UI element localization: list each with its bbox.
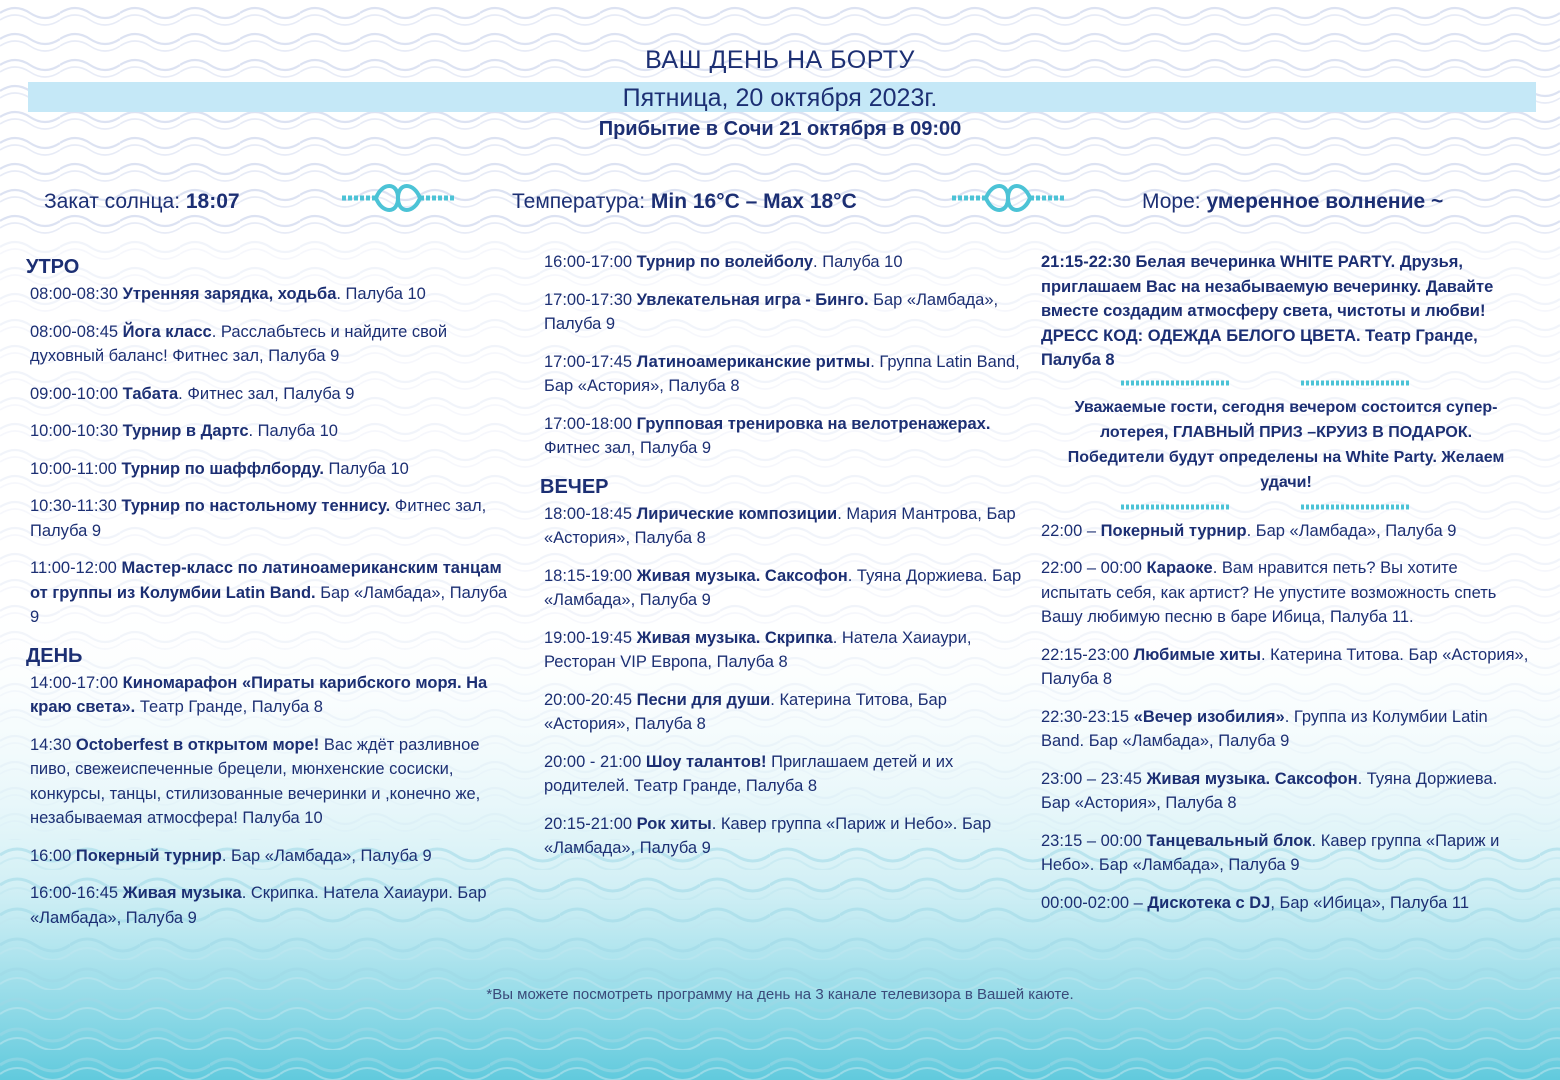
event-details: . Туяна Доржиева. Бар «Астория», Палуба 8 bbox=[1041, 769, 1498, 812]
event-details: . Палуба 10 bbox=[813, 253, 903, 271]
section-heading: ВЕЧЕР bbox=[540, 475, 609, 498]
sea-value: умеренное волнение ~ bbox=[1206, 190, 1444, 213]
event-title: Увлекательная игра - Бинго. bbox=[636, 290, 869, 309]
event-title: Турнир по шаффлборду. bbox=[121, 459, 324, 478]
event-time: 08:00-08:45 bbox=[30, 322, 123, 341]
event-title: Табата bbox=[122, 384, 179, 403]
event-details: . Бар «Ламбада», Палуба 9 bbox=[221, 846, 432, 865]
schedule-event bbox=[30, 320, 520, 369]
event-details: . Палуба 10 bbox=[336, 285, 426, 303]
event-title: Любимые хиты bbox=[1133, 645, 1262, 664]
event-time: 16:00-17:00 bbox=[544, 253, 637, 271]
schedule-event bbox=[544, 250, 1024, 275]
footnote: *Вы можете посмотреть программу на день на 3 канале телевизора в Вашей каюте. bbox=[486, 986, 1074, 1003]
event-time: 11:00-12:00 bbox=[30, 559, 122, 577]
event-details: , Бар «Ибица», Палуба 11 bbox=[1270, 893, 1470, 912]
event-title: Живая музыка. Саксофон bbox=[1146, 769, 1358, 788]
schedule-event bbox=[544, 812, 1024, 861]
schedule-event bbox=[30, 382, 520, 407]
sea-label: Море: bbox=[1142, 190, 1201, 213]
event-time: 10:00-10:30 bbox=[30, 422, 123, 440]
event-details: . Фитнес зал, Палуба 9 bbox=[178, 384, 355, 403]
event-time: 17:00-17:30 bbox=[544, 290, 637, 309]
event-time: 10:30-11:30 bbox=[30, 497, 122, 515]
schedule-event bbox=[544, 350, 1024, 399]
event-title: Групповая тренировка на велотренажерах. bbox=[636, 414, 991, 433]
event-title: Йога класс bbox=[122, 322, 212, 341]
schedule-event bbox=[544, 688, 1024, 737]
schedule-column-3 bbox=[1041, 250, 1531, 928]
event-details: . Вам нравится петь? Вы хотите испытать себя, как артист? Не упустите возможность спеть Вашу любимую песню в баре Ибица, Палуба 11. bbox=[1041, 559, 1497, 626]
event-title: Живая музыка bbox=[122, 884, 242, 902]
event-time: 19:00-19:45 bbox=[544, 628, 637, 647]
event-time: 18:00-18:45 bbox=[544, 504, 637, 523]
event-title: Киномарафон «Пираты карибского моря. На краю света». bbox=[30, 673, 488, 716]
schedule-event bbox=[30, 556, 520, 630]
schedule-event bbox=[30, 494, 520, 543]
schedule-event bbox=[30, 671, 520, 720]
rope-divider bbox=[1041, 503, 1531, 513]
schedule-event bbox=[1041, 643, 1531, 692]
rope-divider-icon bbox=[1301, 379, 1411, 387]
sunset-label: Закат солнца: bbox=[44, 190, 181, 213]
event-title: Турнир в Дартс bbox=[122, 422, 249, 440]
arrival-info: Прибытие в Сочи 21 октября в 09:00 bbox=[598, 118, 962, 140]
schedule-event bbox=[1041, 705, 1531, 754]
event-time: 20:15-21:00 bbox=[544, 814, 637, 833]
event-details: . Бар «Ламбада», Палуба 9 bbox=[1246, 521, 1457, 540]
schedule-event bbox=[1041, 556, 1531, 630]
event-details: . Скрипка. Натела Хаиаури. Бар «Ламбада», Палуба 9 bbox=[30, 884, 487, 927]
event-time: 08:00-08:30 bbox=[30, 285, 123, 303]
event-title: Песни для души bbox=[636, 690, 771, 709]
event-title: «Вечер изобилия» bbox=[1133, 707, 1285, 726]
event-title: Утренняя зарядка, ходьба bbox=[122, 285, 337, 303]
event-title: Мастер-класс по латиноамериканским танцам от группы из Колумбии Latin Band. bbox=[30, 559, 502, 602]
event-time: 17:00-18:00 bbox=[544, 414, 637, 433]
event-details: Бар «Ламбада», Палуба 9 bbox=[30, 583, 508, 626]
temperature-label: Температура: bbox=[512, 190, 646, 213]
white-party-announcement: 21:15-22:30 Белая вечеринка WHITE PARTY. Друзья, приглашаем Вас на незабываемую вечеринку. Давайте вместе создадим атмосферу света, чистоты и любви! ДРЕСС КОД: ОДЕЖДА БЕЛОГО ЦВЕТА. Театр Гранде, Палуба 8 bbox=[1041, 253, 1494, 369]
event-title: Octoberfest в открытом море! bbox=[75, 735, 320, 754]
event-details: Приглашаем детей и их родителей. Театр Гранде, Палуба 8 bbox=[544, 752, 954, 795]
event-time: 22:30-23:15 bbox=[1041, 707, 1134, 726]
event-title: Турнир по настольному теннису. bbox=[121, 497, 391, 515]
schedule-event bbox=[1041, 767, 1531, 816]
schedule-event bbox=[544, 288, 1024, 337]
date-heading: Пятница, 20 октября 2023г. bbox=[622, 84, 938, 112]
event-details: Фитнес зал, Палуба 9 bbox=[30, 497, 487, 540]
event-title: Дискотека с DJ bbox=[1147, 893, 1271, 912]
event-time: 22:00 – 00:00 bbox=[1041, 559, 1147, 577]
event-time: 23:15 – 00:00 bbox=[1041, 831, 1147, 850]
schedule-event bbox=[30, 881, 520, 930]
schedule-event bbox=[30, 733, 520, 831]
event-time: 20:00 - 21:00 bbox=[544, 752, 646, 771]
event-title: Покерный турнир bbox=[1100, 521, 1247, 540]
page-title: ВАШ ДЕНЬ НА БОРТУ bbox=[645, 46, 915, 74]
event-details: Фитнес зал, Палуба 9 bbox=[544, 439, 712, 457]
rope-knot-icon bbox=[342, 178, 454, 218]
event-title: Латиноамериканские ритмы bbox=[636, 352, 871, 371]
event-details: . Кавер группа «Париж и Небо». Бар «Ламбада», Палуба 9 bbox=[544, 814, 992, 857]
schedule-event bbox=[544, 502, 1024, 551]
event-title: Танцевальный блок bbox=[1146, 831, 1312, 850]
schedule-event bbox=[30, 282, 520, 307]
event-details: Вас ждёт разливное пиво, свежеиспеченные брецели, мюнхенские сосиски, конкурсы, танцы, стилизованные вечеринки и ,конечно же, незабываемая атмосфера! Палуба 10 bbox=[30, 735, 481, 827]
event-time: 18:15-19:00 bbox=[544, 566, 637, 585]
event-time: 14:00-17:00 bbox=[30, 673, 123, 692]
schedule-event bbox=[544, 412, 1024, 461]
event-details: . Кавер группа «Париж и Небо». Бар «Ламбада», Палуба 9 bbox=[1041, 831, 1500, 874]
event-title: Покерный турнир bbox=[75, 846, 222, 865]
event-title: Турнир по волейболу bbox=[636, 253, 814, 271]
schedule-event bbox=[1041, 891, 1531, 916]
event-title: Шоу талантов! bbox=[645, 752, 767, 771]
event-details: . Палуба 10 bbox=[248, 422, 338, 440]
schedule-event bbox=[544, 626, 1024, 675]
event-details: Театр Гранде, Палуба 8 bbox=[135, 698, 323, 716]
event-time: 14:30 bbox=[30, 735, 76, 754]
rope-divider-icon bbox=[1121, 379, 1231, 387]
schedule-column-1 bbox=[26, 250, 520, 943]
event-details: . Катерина Титова. Бар «Астория», Палуба 8 bbox=[1041, 645, 1529, 688]
sunset-info bbox=[44, 190, 240, 214]
section-heading: ДЕНЬ bbox=[26, 644, 83, 667]
event-time: 16:00-16:45 bbox=[30, 884, 123, 902]
event-details: . Натела Хаиаури, Ресторан VIP Европа, Палуба 8 bbox=[544, 628, 972, 671]
schedule-event bbox=[30, 419, 520, 444]
schedule-event bbox=[30, 844, 520, 869]
event-time: 22:00 – bbox=[1041, 521, 1101, 540]
temperature-info bbox=[512, 190, 857, 214]
event-title: Лирические композиции bbox=[636, 504, 838, 523]
event-details: . Катерина Титова, Бар «Астория», Палуба 8 bbox=[544, 690, 947, 733]
schedule-event bbox=[30, 457, 520, 482]
event-details: . Группа из Колумбии Latin Band. Бар «Ламбада», Палуба 9 bbox=[1041, 707, 1488, 750]
event-time: 16:00 bbox=[30, 846, 76, 865]
rope-divider bbox=[1041, 379, 1531, 389]
event-details: . Группа Latin Band, Бар «Астория», Палуба 8 bbox=[544, 352, 1020, 395]
event-time: 22:15-23:00 bbox=[1041, 645, 1134, 664]
schedule-column-2 bbox=[540, 250, 1024, 874]
event-time: 23:00 – 23:45 bbox=[1041, 769, 1147, 788]
event-title: Караоке bbox=[1146, 559, 1213, 577]
event-time: 17:00-17:45 bbox=[544, 352, 637, 371]
event-details: Бар «Ламбада», Палуба 9 bbox=[544, 290, 999, 333]
lottery-notice: Уважаемые гости, сегодня вечером состоится супер-лотерея, ГЛАВНЫЙ ПРИЗ –КРУИЗ В ПОДАРОК. Победители будут определены на White Party. Желаем удачи! bbox=[1067, 398, 1505, 491]
event-time: 20:00-20:45 bbox=[544, 690, 637, 709]
sea-info bbox=[1142, 190, 1443, 214]
event-time: 10:00-11:00 bbox=[30, 459, 122, 478]
schedule-event bbox=[544, 564, 1024, 613]
schedule-event bbox=[1041, 829, 1531, 878]
schedule-event bbox=[544, 750, 1024, 799]
event-details: . Мария Мантрова, Бар «Астория», Палуба 8 bbox=[544, 504, 1016, 547]
event-title: Рок хиты bbox=[636, 814, 712, 833]
event-details: Палуба 10 bbox=[323, 459, 409, 478]
rope-divider-icon bbox=[1301, 503, 1411, 511]
event-time: 09:00-10:00 bbox=[30, 384, 123, 403]
rope-knot-icon bbox=[952, 178, 1064, 218]
sunset-value: 18:07 bbox=[185, 190, 240, 213]
rope-divider-icon bbox=[1121, 503, 1231, 511]
event-time: 00:00-02:00 – bbox=[1041, 893, 1148, 912]
temperature-value: Min 16°C – Max 18°C bbox=[650, 190, 857, 213]
event-title: Живая музыка. Скрипка bbox=[636, 628, 833, 647]
event-details: . Туяна Доржиева. Бар «Ламбада», Палуба 9 bbox=[544, 566, 1022, 609]
section-heading: УТРО bbox=[26, 256, 80, 278]
event-title: Живая музыка. Саксофон bbox=[636, 566, 848, 585]
schedule-event bbox=[1041, 519, 1531, 544]
event-details: . Расслабьтесь и найдите свой духовный баланс! Фитнес зал, Палуба 9 bbox=[30, 322, 448, 365]
